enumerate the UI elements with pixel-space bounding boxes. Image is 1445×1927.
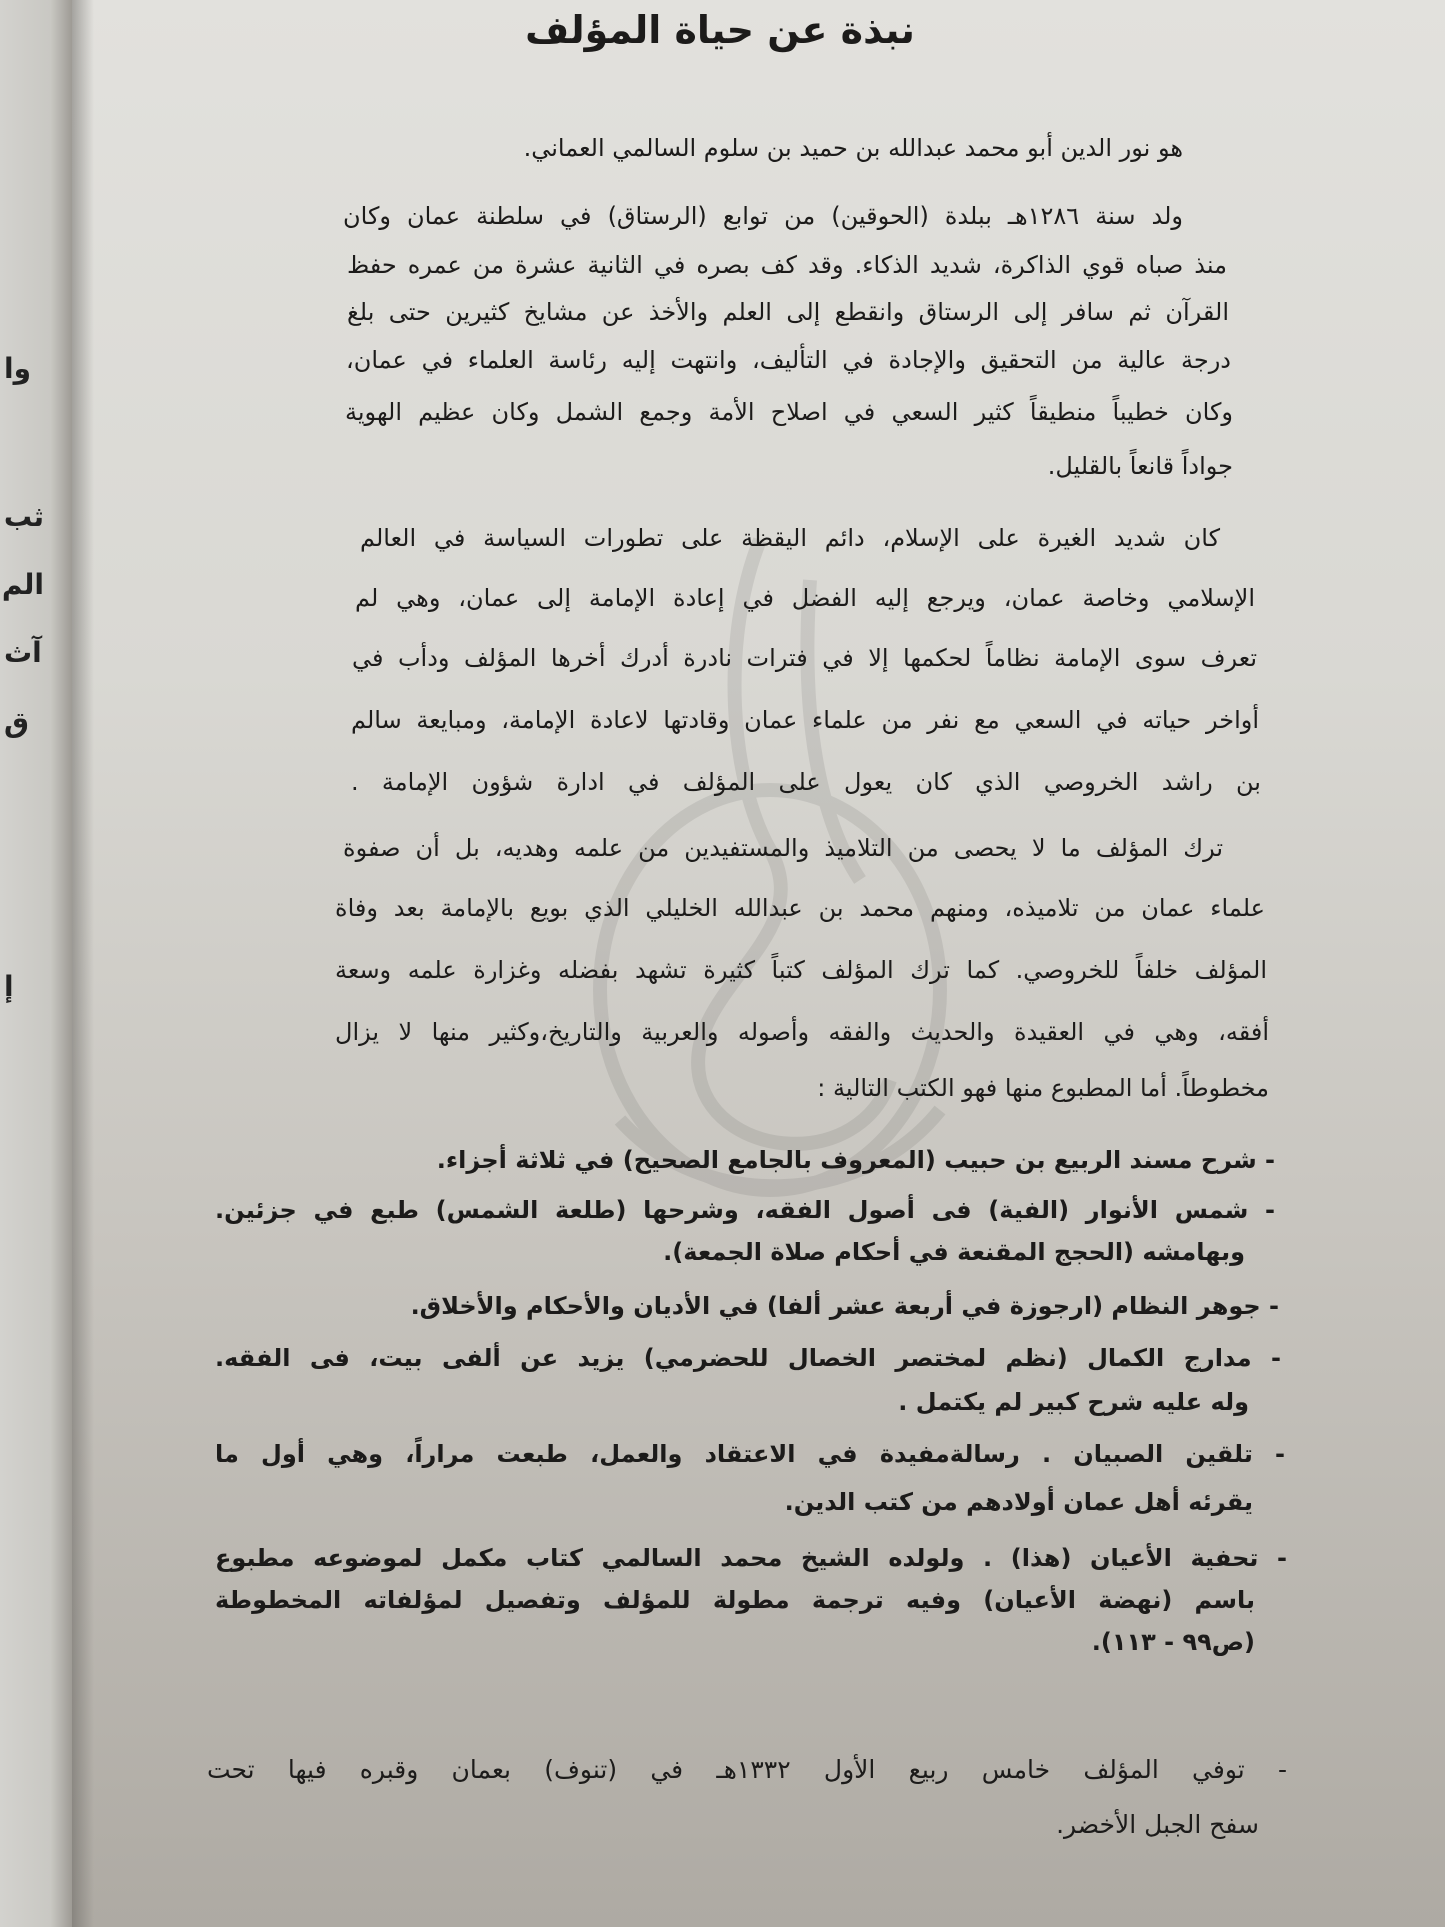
list-item: - شمس الأنوار (الفية) فى أصول الفقه، وشرحها (طلعة الشمس) طبع في جزئين. — [215, 1196, 1275, 1224]
adjacent-page-fragment: ق — [4, 706, 30, 739]
list-item: - شرح مسند الربيع بن حبيب (المعروف بالجامع الصحيح) في ثلاثة أجزاء. — [436, 1146, 1275, 1174]
list-item: - جوهر النظام (ارجوزة في أربعة عشر ألفا) في الأديان والأحكام والأخلاق. — [410, 1292, 1279, 1320]
adjacent-page-fragment: وا — [4, 352, 32, 385]
text-line: وكان خطيباً منطيقاً كثير السعي في اصلاح الأمة وجمع الشمل وكان عظيم الهوية — [345, 398, 1233, 426]
text-line: كان شديد الغيرة على الإسلام، دائم اليقظة على تطورات السياسة في العالم — [360, 524, 1220, 552]
page-title: نبذة عن حياة المؤلف — [525, 8, 915, 52]
list-item-continuation: وله عليه شرح كبير لم يكتمل . — [898, 1388, 1249, 1416]
text-line: منذ صباه قوي الذاكرة، شديد الذكاء. وقد كف بصره في الثانية عشرة من عمره حفظ — [347, 251, 1227, 279]
text-line: بن راشد الخروصي الذي كان يعول على المؤلف في ادارة شؤون الإمامة . — [351, 768, 1261, 796]
list-item-continuation: يقرئه أهل عمان أولادهم من كتب الدين. — [784, 1488, 1253, 1516]
text-line: جواداً قانعاً بالقليل. — [1047, 452, 1233, 480]
text-line: ولد سنة ١٢٨٦هـ ببلدة (الحوقين) من توابع (الرستاق) في سلطنة عمان وكان — [343, 202, 1183, 230]
text-line: علماء عمان من تلاميذه، ومنهم محمد بن عبدالله الخليلي الذي بويع بالإمامة بعد وفاة — [335, 894, 1265, 922]
text-line: درجة عالية من التحقيق والإجادة في التأليف، وانتهت إليه رئاسة العلماء في عمان، — [346, 346, 1231, 374]
text-line: - توفي المؤلف خامس ربيع الأول ١٣٣٢هـ في (تنوف) بعمان وقبره فيها تحت — [207, 1755, 1287, 1784]
text-line: المؤلف خلفاً للخروصي. كما ترك المؤلف كتباً كثيرة تشهد بفضله وغزارة علمه وسعة — [335, 956, 1267, 984]
text-line: أواخر حياته في السعي مع نفر من علماء عمان وقادتها لاعادة الإمامة، ومبايعة سالم — [351, 706, 1259, 734]
list-item-continuation: وبهامشه (الحجج المقنعة في أحكام صلاة الجمعة). — [663, 1238, 1245, 1266]
adjacent-page-fragment: إ — [4, 970, 14, 1003]
list-item-continuation: باسم (نهضة الأعيان) وفيه ترجمة مطولة للمؤلف وتفصيل لمؤلفاته المخطوطة — [215, 1586, 1255, 1614]
adjacent-page-fragment: آث — [4, 636, 42, 669]
text-line: ترك المؤلف ما لا يحصى من التلاميذ والمستفيدين من علمه وهديه، بل أن صفوة — [343, 834, 1223, 862]
text-line: سفح الجبل الأخضر. — [1056, 1810, 1259, 1839]
list-item: - مدارج الكمال (نظم لمختصر الخصال للحضرمي) يزيد عن ألفى بيت، فى الفقه. — [215, 1344, 1281, 1372]
list-item-continuation: (ص٩٩ - ١١٣). — [1091, 1628, 1255, 1656]
list-item: - تحفية الأعيان (هذا) . ولولده الشيخ محمد السالمي كتاب مكمل لموضوعه مطبوع — [215, 1544, 1287, 1572]
text-line: أفقه، وهي في العقيدة والحديث والفقه وأصوله والعربية والتاريخ،وكثير منها لا يزال — [335, 1018, 1269, 1046]
text-line: القرآن ثم سافر إلى الرستاق وانقطع إلى العلم والأخذ عن مشايخ كثيرين حتى بلغ — [347, 298, 1229, 326]
text-line: الإسلامي وخاصة عمان، ويرجع إليه الفضل في إعادة الإمامة إلى عمان، وهي لم — [355, 584, 1255, 612]
book-gutter-shadow — [72, 0, 94, 1927]
adjacent-page-fragment: الم — [1, 568, 44, 601]
adjacent-page-fragment: ثب — [3, 500, 44, 533]
text-line: هو نور الدين أبو محمد عبدالله بن حميد بن سلوم السالمي العماني. — [523, 134, 1183, 162]
list-item: - تلقين الصبيان . رسالةمفيدة في الاعتقاد والعمل، طبعت مراراً، وهي أول ما — [215, 1440, 1285, 1468]
calligraphy-watermark — [560, 520, 980, 1220]
text-line: مخطوطاً. أما المطبوع منها فهو الكتب التالية : — [817, 1074, 1269, 1102]
text-line: تعرف سوى الإمامة نظاماً لحكمها إلا في فترات نادرة أدرك أخرها المؤلف ودأب في — [352, 644, 1257, 672]
adjacent-page — [0, 0, 72, 1927]
